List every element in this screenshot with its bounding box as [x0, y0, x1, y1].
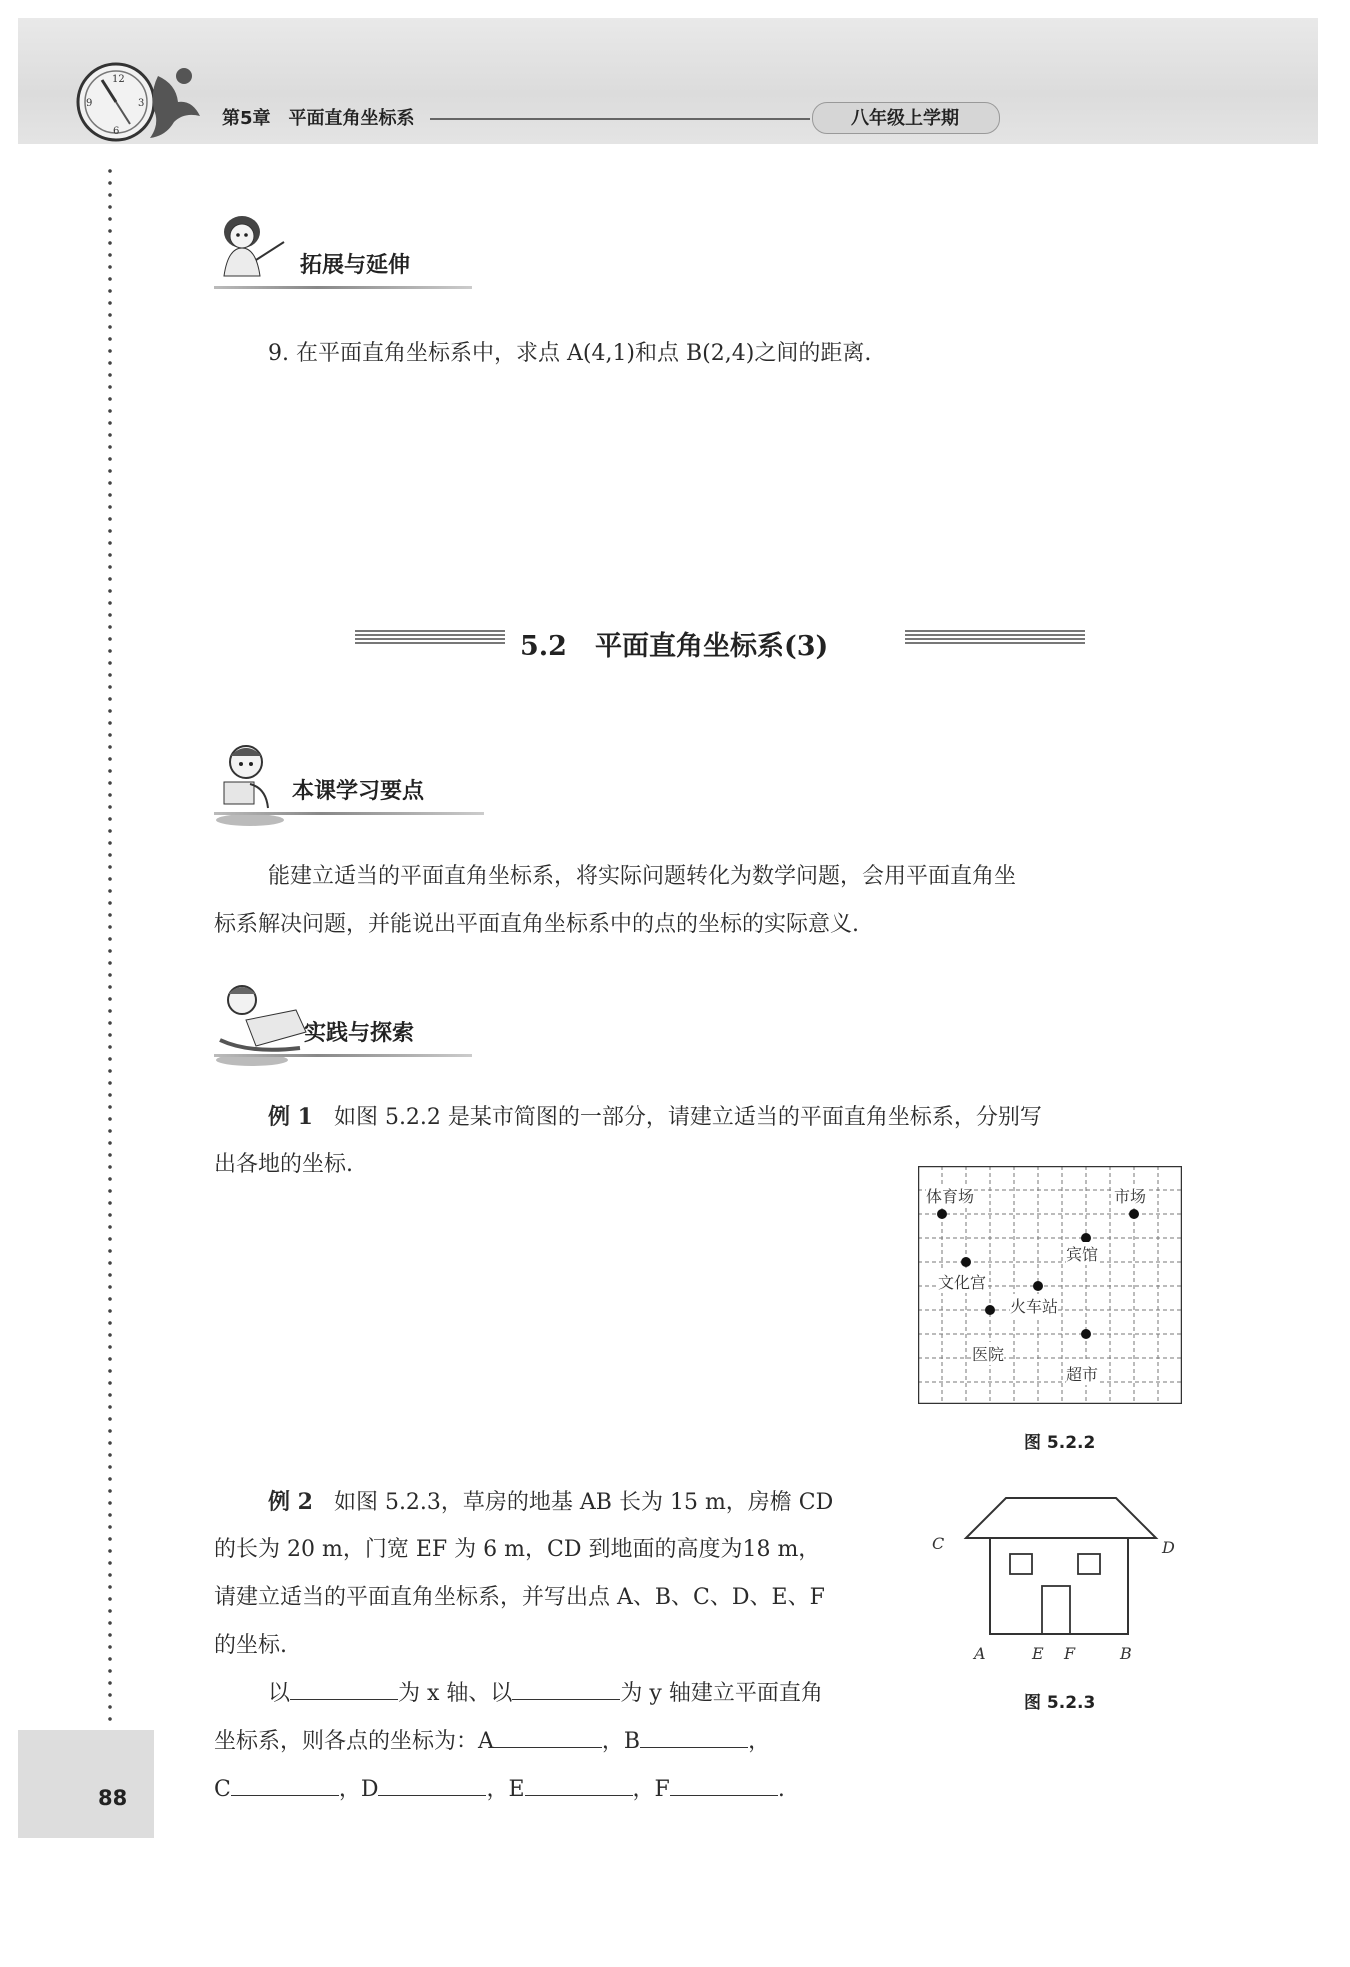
chapter-number: 第5章: [222, 108, 271, 129]
figure-5-2-3-caption: 图 5.2.3: [1024, 1693, 1096, 1713]
house-label-e: E: [1032, 1644, 1044, 1663]
grade-label: 八年级上学期: [851, 108, 959, 129]
figure-5-2-2-caption: 图 5.2.2: [1024, 1433, 1096, 1453]
example-2-line-3: 请建立适当的平面直角坐标系，并写出点 A、B、C、D、E、F: [214, 1585, 825, 1610]
svg-text:12: 12: [112, 74, 125, 85]
question-9: 9. 在平面直角坐标系中，求点 A(4,1)和点 B(2,4)之间的距离.: [268, 341, 872, 366]
house-label-f: F: [1064, 1644, 1076, 1663]
key-points-badge-rule: [214, 812, 484, 815]
margin-dotted-line: [108, 165, 112, 1725]
chapter-title: 平面直角坐标系: [288, 108, 415, 129]
section-number: 5.2: [520, 631, 567, 662]
example-2-line-2: 的长为 20 m，门宽 EF 为 6 m，CD 到地面的高度为18 m，: [214, 1537, 821, 1562]
y-axis-blank[interactable]: [512, 1673, 620, 1700]
title-deco-right: [905, 630, 1085, 646]
house-label-b: B: [1120, 1644, 1132, 1663]
stadium-point: [937, 1209, 947, 1219]
map-label-train-station: 火车站: [1010, 1294, 1058, 1317]
svg-text:9: 9: [86, 98, 93, 109]
fill-text: ，D: [338, 1777, 379, 1802]
page-header: [18, 18, 1318, 144]
example-2-line-1: [268, 1478, 833, 1527]
fill-text: 为 y 轴建立平面直角: [620, 1681, 823, 1706]
map-label-hotel: 宾馆: [1066, 1242, 1098, 1265]
svg-text:6: 6: [113, 126, 120, 137]
supermarket-point: [1081, 1329, 1091, 1339]
fill-text: ，E: [486, 1777, 525, 1802]
culture-palace-point: [961, 1257, 971, 1267]
key-points-line-1: 能建立适当的平面直角坐标系，将实际问题转化为数学问题，会用平面直角坐: [268, 864, 1017, 889]
fill-text: C: [214, 1777, 231, 1802]
map-label-hospital: 医院: [972, 1342, 1004, 1365]
point-a-blank[interactable]: [494, 1721, 602, 1748]
example-1-text-1: 如图 5.2.2 是某市简图的一部分，请建立适当的平面直角坐标系，分别写: [333, 1105, 1042, 1130]
fill-line-3: [214, 1766, 785, 1814]
train-station-point: [1033, 1281, 1043, 1291]
header-rule: [430, 118, 810, 120]
fill-text: ，B: [601, 1729, 641, 1754]
map-label-market: 市场: [1114, 1184, 1146, 1207]
house-label-a: A: [974, 1644, 986, 1663]
house-label-c: C: [932, 1534, 945, 1553]
fill-text: 以: [268, 1681, 291, 1706]
fill-text: 为 x 轴、以: [398, 1681, 513, 1706]
point-e-blank[interactable]: [525, 1769, 633, 1796]
compass-logo: [72, 58, 212, 148]
title-deco-left: [355, 630, 505, 646]
example-2-text-1: 如图 5.2.3，草房的地基 AB 长为 15 m，房檐 CD: [333, 1490, 834, 1515]
chapter-heading: [222, 104, 433, 130]
x-axis-blank[interactable]: [290, 1673, 398, 1700]
example-2-line-4: 的坐标.: [214, 1633, 287, 1658]
point-f-blank[interactable]: [670, 1769, 778, 1796]
teacher-icon: [212, 210, 288, 280]
extension-badge: 拓展与延伸: [300, 253, 411, 278]
hospital-point: [985, 1305, 995, 1315]
point-b-blank[interactable]: [640, 1721, 748, 1748]
practice-badge: 实践与探索: [304, 1021, 415, 1046]
example-2-label: 例 2: [268, 1489, 313, 1515]
fill-text: 坐标系，则各点的坐标为：A: [214, 1729, 494, 1754]
fill-text: ，: [748, 1729, 771, 1754]
page-number-tab: [18, 1730, 154, 1838]
point-c-blank[interactable]: [231, 1769, 339, 1796]
key-points-line-2: 标系解决问题，并能说出平面直角坐标系中的点的坐标的实际意义.: [214, 912, 859, 937]
fill-line-1: [268, 1670, 823, 1718]
section-name: 平面直角坐标系(3): [594, 631, 829, 662]
practice-badge-rule: [214, 1054, 472, 1057]
example-1-line-1: [268, 1093, 1042, 1142]
map-label-supermarket: 超市: [1066, 1362, 1098, 1385]
svg-text:3: 3: [138, 98, 145, 109]
point-d-blank[interactable]: [378, 1769, 486, 1796]
fill-text: .: [777, 1777, 785, 1802]
page-number: 88: [98, 1786, 128, 1810]
map-label-stadium: 体育场: [926, 1184, 974, 1207]
map-label-culture-palace: 文化宫: [938, 1270, 986, 1293]
section-title: [520, 624, 856, 663]
key-points-badge: 本课学习要点: [292, 779, 425, 804]
fill-text: ，F: [632, 1777, 670, 1802]
example-1-line-2: 出各地的坐标.: [214, 1152, 353, 1177]
market-point: [1129, 1209, 1139, 1219]
extension-badge-rule: [214, 286, 472, 289]
student-reading-icon: [210, 740, 290, 830]
example-1-label: 例 1: [268, 1104, 313, 1130]
house-label-d: D: [1162, 1538, 1175, 1557]
fill-line-2: [214, 1718, 770, 1766]
